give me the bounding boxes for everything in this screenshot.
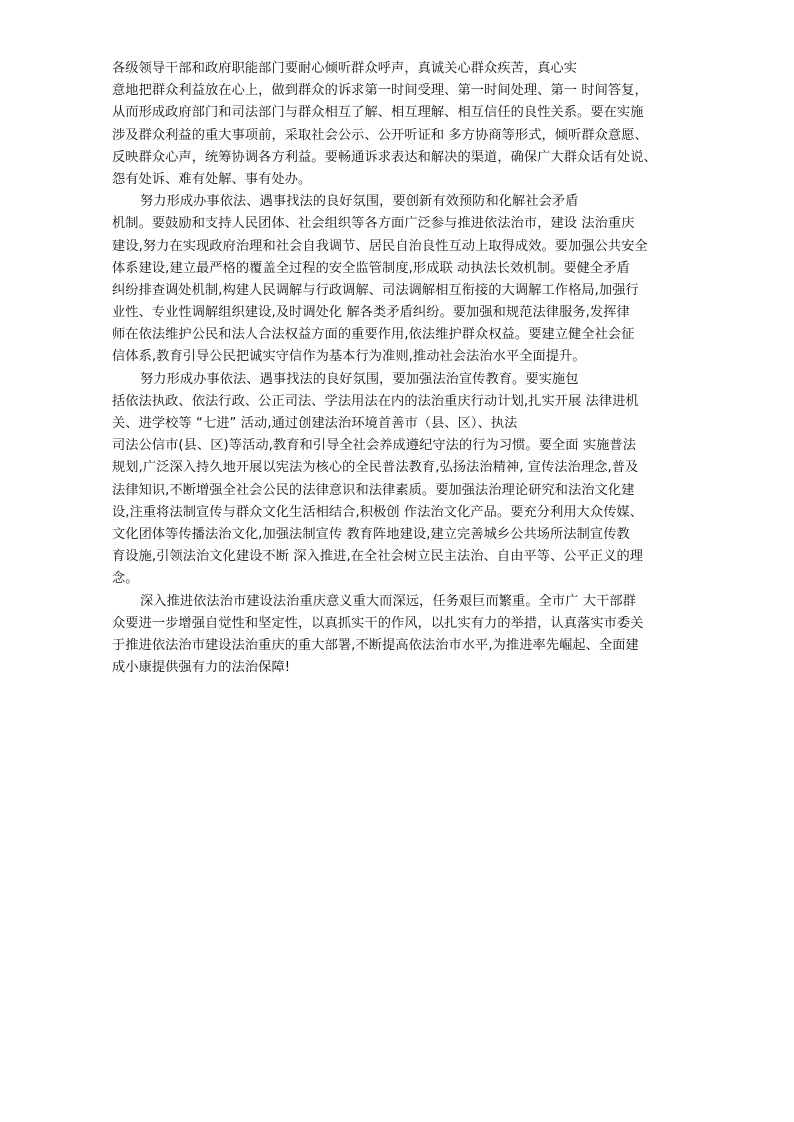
text-line: 纠纷排查调处机制,构建人民调解与行政调解、司法调解相互衔接的大调解工作格局,加强行 [112, 282, 639, 298]
paragraph-2 [112, 191, 687, 369]
text-line: 司法公信市(县、区)等活动,教育和引导全社会养成遵纪守法的行为习惯。要全面 实施普法 [112, 438, 636, 454]
text-line: 关、进学校等 “七进” 活动,通过创建法治环境首善市（县、区）、执法 [112, 416, 518, 431]
text-line: 反映群众心声，统筹协调各方利益。要畅通诉求表达和解决的渠道，确保广大群众话有处说、 [112, 149, 657, 165]
text-line: 师在依法维护公民和法人合法权益方面的重要作用,依法维护群众权益。要建立健全社会征 [112, 327, 635, 343]
text-line: 括依法执政、依法行政、公正司法、学法用法在内的法治重庆行动计划,扎实开展 法律进机 [112, 393, 639, 409]
text-line: 业性、专业性调解组织建设,及时调处化 解各类矛盾纠纷。要加强和规范法律服务,发挥律 [112, 305, 630, 321]
text-line: 各级领导干部和政府职能部门要耐心倾听群众呼声，真诚关心群众疾苦，真心实 [112, 61, 578, 76]
text-line: 建设,努力在实现政府治理和社会自我调节、居民自治良性互动上取得成效。要加强公共安全 [112, 238, 648, 254]
text-line: 机制。要鼓励和支持人民团体、社会组织等各方面广泛参与推进依法治市，建设 法治重庆 [112, 216, 635, 232]
text-line: 念。 [112, 571, 139, 587]
text-line: 深入推进依法治市建设法治重庆意义重大而深远，任务艰巨而繁重。全市广 大干部群 [140, 593, 636, 609]
text-line: 设,注重将法制宣传与群众文化生活相结合,积极创 作法治文化产品。要充分利用大众传媒、 [112, 504, 644, 520]
text-line: 文化团体等传播法治文化,加强法制宣传 教育阵地建设,建立完善城乡公共场所法制宣传教 [112, 526, 630, 542]
text-line: 育设施,引领法治文化建设不断 深入推进,在全社会树立民主法治、自由平等、公平正义的理 [112, 549, 644, 565]
text-line: 于推进依法治市建设法治重庆的重大部署,不断提高依法治市水平,为推进率先崛起、全面建 [112, 637, 639, 653]
text-line: 怨有处诉、难有处解、事有处办。 [112, 171, 312, 187]
text-line: 体系建设,建立最严格的覆盖全过程的安全监管制度,形成联 动执法长效机制。要健全矛盾 [112, 260, 630, 276]
text-line: 意地把群众利益放在心上，做到群众的诉求第一时间受理、第一时间处理、第一 时间答复， [112, 83, 648, 99]
text-line: 从而形成政府部门和司法部门与群众相互了解、相互理解、相互信任的良性关系。要在实施 [112, 105, 644, 121]
text-line: 众要进一步增强自觉性和坚定性，以真抓实干的作风，以扎实有力的举措，认真落实市委关 [112, 615, 644, 631]
document-body [112, 58, 687, 679]
text-line: 涉及群众利益的重大事项前，采取社会公示、公开听证和 多方协商等形式，倾听群众意愿、 [112, 127, 648, 143]
paragraph-1 [112, 58, 687, 191]
paragraph-3 [112, 369, 687, 591]
text-line: 努力形成办事依法、遇事找法的良好氛围，要创新有效预防和化解社会矛盾 [140, 194, 579, 210]
text-line: 努力形成办事依法、遇事找法的良好氛围，要加强法治宣传教育。要实施包 [140, 371, 579, 387]
paragraph-4 [112, 591, 687, 680]
text-line: 成小康提供强有力的法治保障! [112, 660, 291, 676]
text-line: 法律知识,不断增强全社会公民的法律意识和法律素质。要加强法治理论研究和法治文化建 [112, 482, 635, 498]
text-line: 规划,广泛深入持久地开展以宪法为核心的全民普法教育,弘扬法治精神, 宣传法治理念,普及 [112, 460, 639, 476]
text-line: 信体系,教育引导公民把诚实守信作为基本行为准则,推动社会法治水平全面提升。 [112, 349, 586, 365]
